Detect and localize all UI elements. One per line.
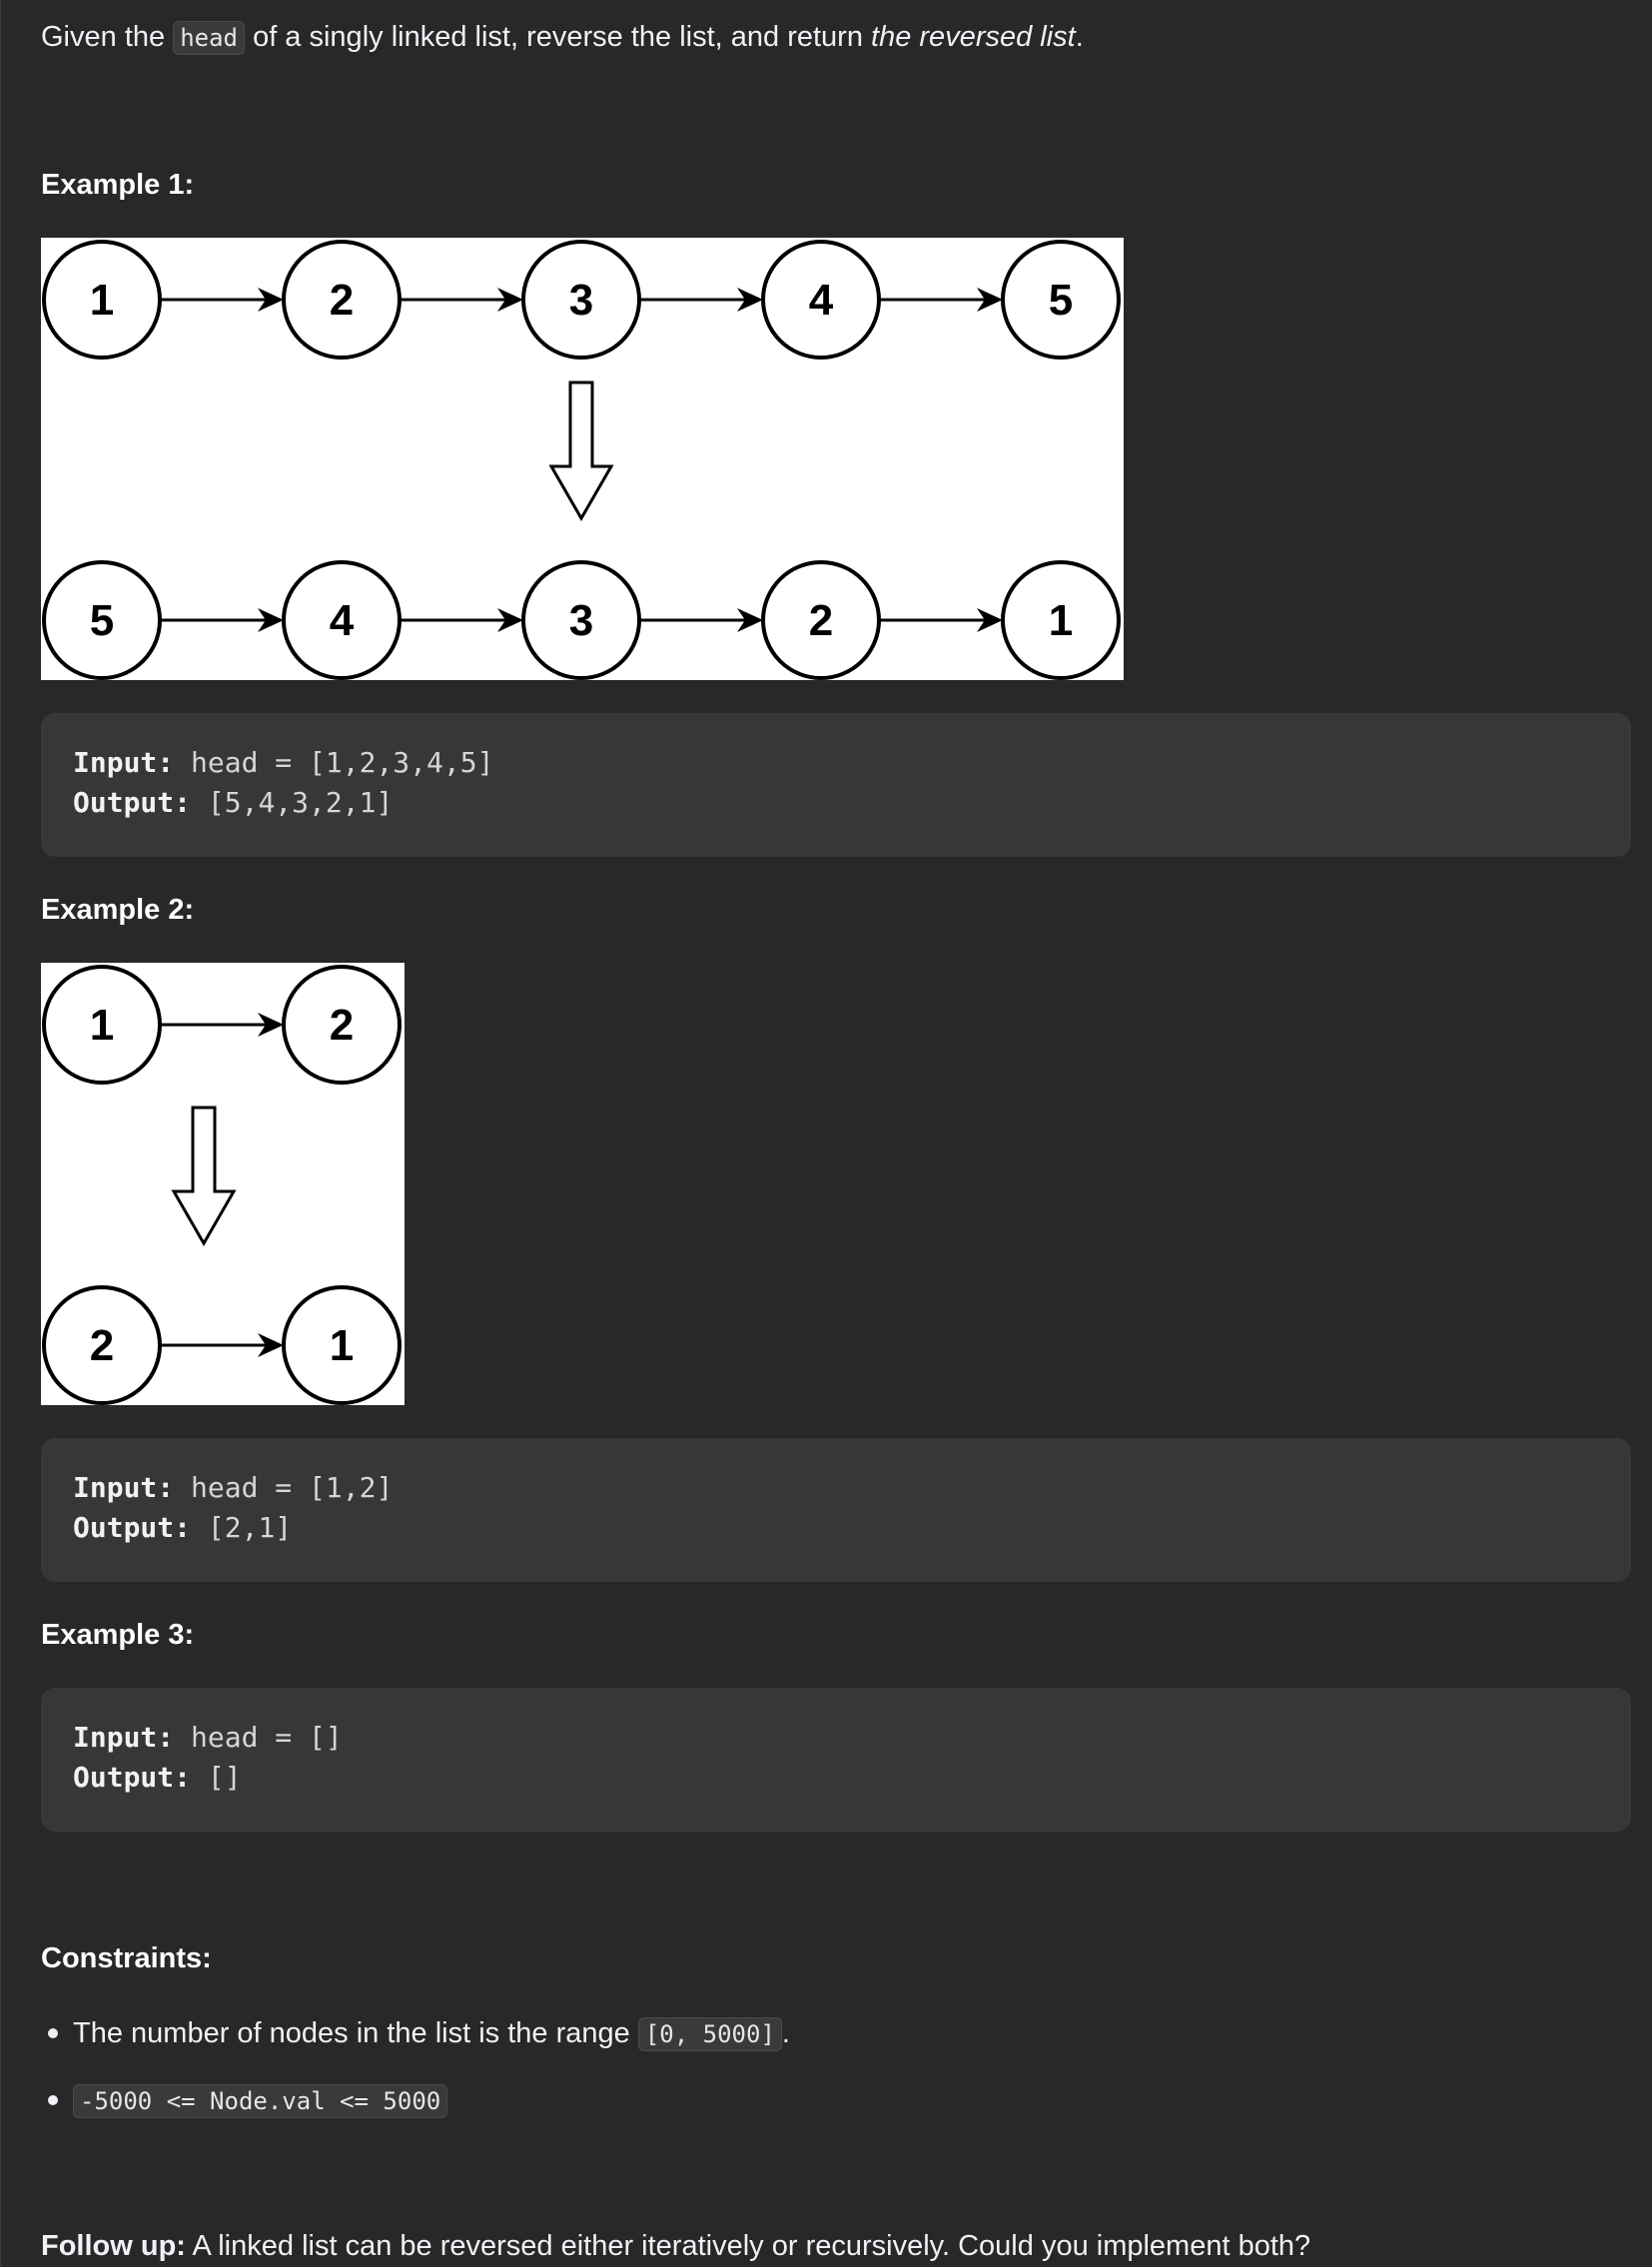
constraint-2-code: -5000 <= Node.val <= 5000 — [73, 2084, 447, 2118]
down-arrow-icon — [174, 1108, 234, 1243]
example-1-heading: Example 1: — [41, 169, 195, 201]
example-3-code-block — [41, 1688, 1631, 1832]
example-1-diagram-svg — [41, 238, 1124, 680]
constraints-heading: Constraints: — [41, 1942, 212, 1974]
example-2-output-value: [2,1] — [207, 1511, 293, 1544]
bullet-icon — [48, 2028, 58, 2038]
inline-code-head: head — [173, 21, 245, 55]
constraint-item-2 — [73, 2080, 447, 2121]
example-2-output-label: Output: — [73, 1511, 192, 1544]
before-node-label: 4 — [808, 276, 834, 325]
before-node-label: 1 — [89, 276, 115, 325]
intro-suffix: . — [1075, 21, 1084, 53]
after-node-label: 2 — [89, 1321, 115, 1370]
after-node-label: 1 — [329, 1321, 355, 1370]
constraint-1-text: The number of nodes in the list is the range — [73, 2017, 630, 2049]
example-3-heading: Example 3: — [41, 1619, 195, 1651]
before-node-label: 2 — [329, 276, 355, 325]
intro-emphasis: the reversed list — [871, 21, 1076, 53]
example-2-heading: Example 2: — [41, 894, 195, 926]
constraint-1-suffix: . — [781, 2017, 790, 2049]
example-3-input-value: head = [] — [191, 1721, 343, 1754]
follow-up — [41, 2226, 1310, 2266]
before-node-label: 2 — [329, 1001, 355, 1050]
after-node-label: 5 — [89, 596, 115, 645]
after-node-label: 2 — [808, 596, 834, 645]
example-1-output-value: [5,4,3,2,1] — [207, 786, 394, 819]
example-3-output-label: Output: — [73, 1761, 192, 1794]
example-1-code-block — [41, 713, 1631, 857]
example-2-code-block — [41, 1438, 1631, 1582]
follow-up-text: A linked list can be reversed either iteratively or recursively. Could you implement both? — [192, 2230, 1311, 2262]
constraint-item-1 — [73, 2013, 790, 2054]
example-3-output-value: [] — [207, 1761, 242, 1794]
example-3-input-label: Input: — [73, 1721, 175, 1754]
follow-up-label: Follow up: — [41, 2230, 186, 2262]
problem-statement — [41, 17, 1084, 58]
example-1-input-label: Input: — [73, 746, 175, 779]
example-1-input-value: head = [1,2,3,4,5] — [191, 746, 494, 779]
example-1-diagram — [41, 238, 1124, 680]
example-2-input-label: Input: — [73, 1471, 175, 1504]
example-2-diagram — [41, 963, 405, 1405]
before-node-label: 3 — [568, 276, 594, 325]
example-2-diagram-svg — [41, 963, 405, 1405]
intro-middle: of a singly linked list, reverse the list, and return — [253, 21, 863, 53]
intro-prefix: Given the — [41, 21, 166, 53]
bullet-icon — [48, 2095, 58, 2105]
example-2-input-value: head = [1,2] — [191, 1471, 394, 1504]
constraint-1-code: [0, 5000] — [638, 2017, 782, 2051]
down-arrow-icon — [551, 382, 611, 518]
after-node-label: 3 — [568, 596, 594, 645]
before-node-label: 5 — [1048, 276, 1074, 325]
example-1-output-label: Output: — [73, 786, 192, 819]
after-node-label: 1 — [1048, 596, 1074, 645]
before-node-label: 1 — [89, 1001, 115, 1050]
after-node-label: 4 — [329, 596, 355, 645]
